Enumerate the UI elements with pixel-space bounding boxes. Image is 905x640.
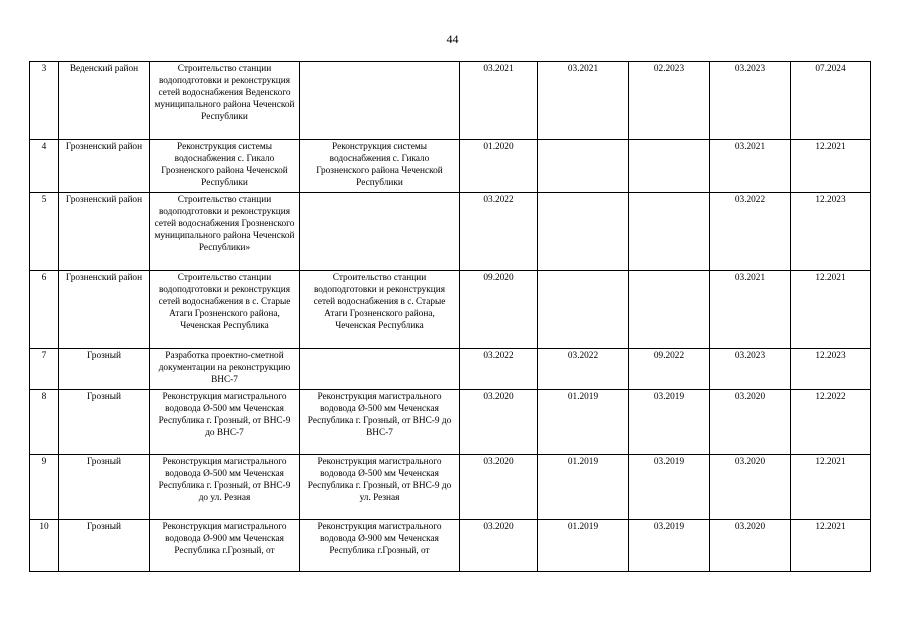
date-cell: 03.2021	[538, 62, 629, 140]
date-cell: 12.2021	[791, 271, 871, 349]
date-cell	[538, 271, 629, 349]
project-cell: Реконструкция магистрального водовода Ø-900 мм Чеченская Республика г.Грозный, от	[300, 520, 460, 572]
date-cell	[629, 271, 710, 349]
page-number: 44	[446, 32, 459, 46]
date-cell: 03.2021	[710, 140, 791, 193]
table-row	[30, 520, 871, 572]
project-cell	[300, 62, 460, 140]
date-cell: 12.2022	[791, 390, 871, 455]
date-cell: 01.2019	[538, 390, 629, 455]
date-cell: 03.2020	[460, 390, 538, 455]
date-cell: 03.2020	[710, 455, 791, 520]
project-cell	[300, 193, 460, 271]
object-cell: Строительство станции водоподготовки и реконструкция сетей водоснабжения Веденского муниципального района Чеченской Республики	[150, 62, 300, 140]
date-cell: 12.2021	[791, 455, 871, 520]
object-cell: Реконструкция магистрального водовода Ø-500 мм Чеченская Республика г. Грозный, от ВНС-9 до ул. Резная	[150, 455, 300, 520]
district-cell: Грозненский район	[59, 140, 150, 193]
object-cell: Строительство станции водоподготовки и реконструкция сетей водоснабжения Грозненского муниципального района Чеченской Республики»	[150, 193, 300, 271]
row-number: 9	[30, 455, 59, 520]
date-cell: 03.2022	[710, 193, 791, 271]
project-cell: Строительство станции водоподготовки и реконструкция сетей водоснабжения в с. Старые Атаги Грозненского района, Чеченская Республика	[300, 271, 460, 349]
district-cell: Грозный	[59, 390, 150, 455]
object-cell: Реконструкция системы водоснабжения с. Гикало Грозненского района Чеченской Республики	[150, 140, 300, 193]
date-cell: 07.2024	[791, 62, 871, 140]
date-cell: 03.2022	[460, 349, 538, 390]
project-cell: Реконструкция системы водоснабжения с. Гикало Грозненского района Чеченской Республики	[300, 140, 460, 193]
date-cell: 03.2019	[629, 390, 710, 455]
date-cell: 03.2022	[538, 349, 629, 390]
date-cell: 03.2020	[710, 390, 791, 455]
object-cell: Разработка проектно-сметной документации на реконструкцию ВНС-7	[150, 349, 300, 390]
date-cell	[538, 193, 629, 271]
date-cell: 03.2020	[710, 520, 791, 572]
district-cell: Грозненский район	[59, 193, 150, 271]
date-cell: 03.2023	[710, 349, 791, 390]
date-cell: 12.2021	[791, 140, 871, 193]
date-cell	[629, 140, 710, 193]
table-row	[30, 140, 871, 193]
date-cell: 01.2019	[538, 520, 629, 572]
date-cell: 09.2020	[460, 271, 538, 349]
date-cell: 03.2019	[629, 455, 710, 520]
date-cell	[629, 193, 710, 271]
date-cell: 03.2022	[460, 193, 538, 271]
table-row	[30, 390, 871, 455]
district-cell: Грозненский район	[59, 271, 150, 349]
date-cell: 03.2020	[460, 455, 538, 520]
object-cell: Реконструкция магистрального водовода Ø-500 мм Чеченская Республика г. Грозный, от ВНС-9 до ВНС-7	[150, 390, 300, 455]
row-number: 4	[30, 140, 59, 193]
date-cell: 09.2022	[629, 349, 710, 390]
date-cell: 03.2021	[710, 271, 791, 349]
date-cell: 03.2019	[629, 520, 710, 572]
district-cell: Грозный	[59, 455, 150, 520]
row-number: 3	[30, 62, 59, 140]
table-row	[30, 349, 871, 390]
date-cell: 03.2023	[710, 62, 791, 140]
project-cell: Реконструкция магистрального водовода Ø-500 мм Чеченская Республика г. Грозный, от ВНС-9 до ВНС-7	[300, 390, 460, 455]
district-cell: Грозный	[59, 520, 150, 572]
object-cell: Строительство станции водоподготовки и реконструкция сетей водоснабжения в с. Старые Атаги Грозненского района, Чеченская Республика	[150, 271, 300, 349]
date-cell: 12.2023	[791, 349, 871, 390]
date-cell	[538, 140, 629, 193]
district-cell: Веденский район	[59, 62, 150, 140]
district-cell: Грозный	[59, 349, 150, 390]
object-cell: Реконструкция магистрального водовода Ø-900 мм Чеченская Республика г.Грозный, от	[150, 520, 300, 572]
table-row	[30, 455, 871, 520]
project-cell: Реконструкция магистрального водовода Ø-500 мм Чеченская Республика г. Грозный, от ВНС-9 до ул. Резная	[300, 455, 460, 520]
row-number: 7	[30, 349, 59, 390]
schedule-table	[29, 61, 871, 572]
table-row	[30, 193, 871, 271]
date-cell: 12.2023	[791, 193, 871, 271]
date-cell: 12.2021	[791, 520, 871, 572]
project-cell	[300, 349, 460, 390]
row-number: 6	[30, 271, 59, 349]
date-cell: 01.2020	[460, 140, 538, 193]
row-number: 10	[30, 520, 59, 572]
row-number: 8	[30, 390, 59, 455]
date-cell: 03.2021	[460, 62, 538, 140]
table-row	[30, 271, 871, 349]
date-cell: 03.2020	[460, 520, 538, 572]
row-number: 5	[30, 193, 59, 271]
date-cell: 02.2023	[629, 62, 710, 140]
table-row	[30, 62, 871, 140]
date-cell: 01.2019	[538, 455, 629, 520]
